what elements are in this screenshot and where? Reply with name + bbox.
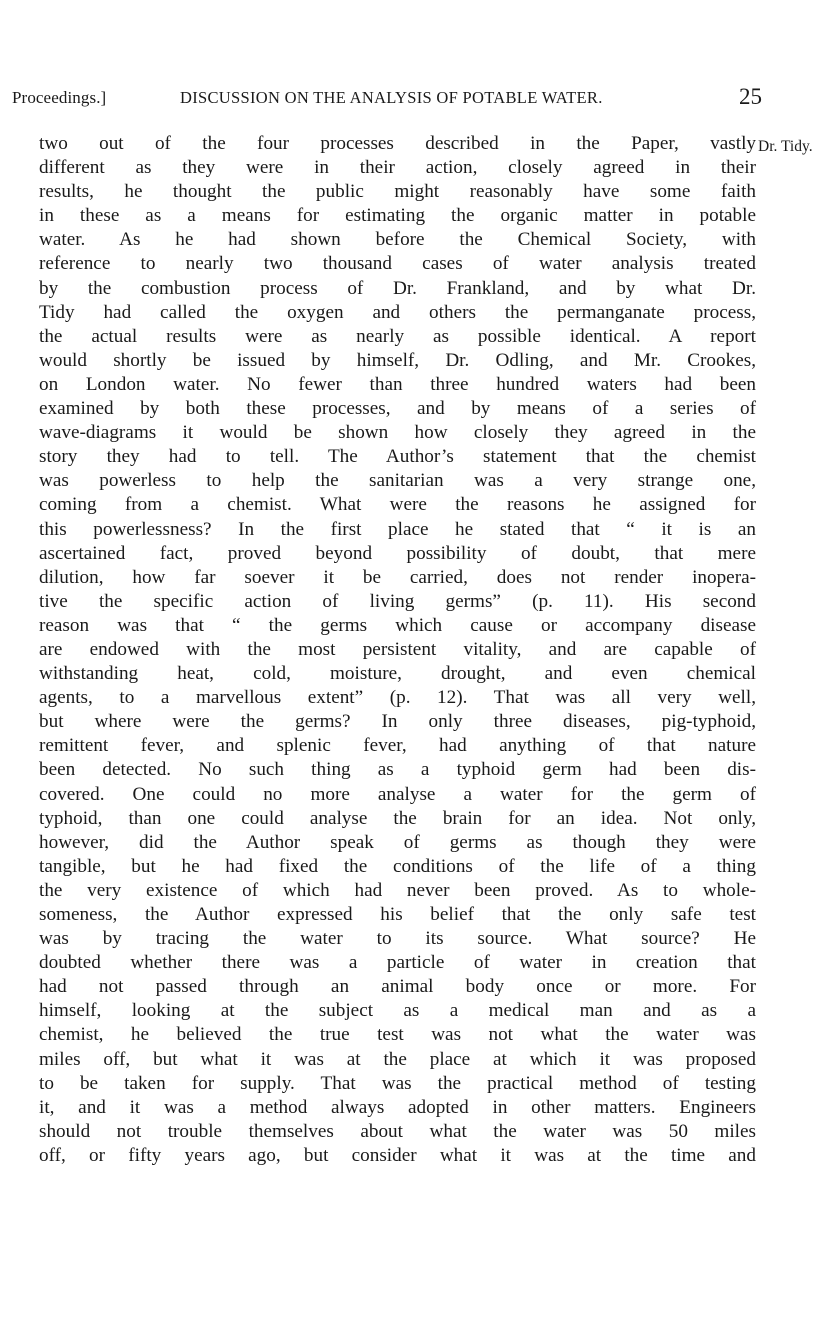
text-line: chemist, he believed the true test was not what the water was xyxy=(39,1024,756,1046)
text-line: would shortly be issued by himself, Dr. Odling, and Mr. Crookes, xyxy=(39,349,756,371)
text-line: reason was that “ the germs which cause or accompany disease xyxy=(39,614,756,636)
text-line: someness, the Author expressed his belief that the only safe test xyxy=(39,904,756,925)
text-line: in these as a means for estimating the organic matter in potable xyxy=(39,205,756,227)
text-line: two out of the four processes described in the Paper, vastly xyxy=(39,133,756,154)
text-line: doubted whether there was a particle of water in creation that xyxy=(39,952,756,974)
text-line: it, and it was a method always adopted in other matters. Engineers xyxy=(39,1096,756,1118)
running-head-title: DISCUSSION ON THE ANALYSIS OF POTABLE WATER. xyxy=(180,88,603,107)
text-line: should not trouble themselves about what the water was 50 miles xyxy=(39,1120,756,1142)
text-line: on London water. No fewer than three hundred waters had been xyxy=(39,373,756,395)
text-line: the very existence of which had never been proved. As to whole- xyxy=(39,879,756,901)
text-line: water. As he had shown before the Chemical Society, with xyxy=(39,229,756,251)
text-line: himself, looking at the subject as a medical man and as a xyxy=(39,1000,756,1022)
text-line: withstanding heat, cold, moisture, drought, and even chemical xyxy=(39,663,756,685)
speaker-margin-note: Dr. Tidy. xyxy=(758,138,813,155)
text-line: was powerless to help the sanitarian was a very strange one, xyxy=(39,470,756,492)
text-line: was by tracing the water to its source. What source? He xyxy=(39,928,756,950)
text-line: dilution, how far soever it be carried, does not render inopera- xyxy=(39,566,756,588)
text-line: reference to nearly two thousand cases of water analysis treated xyxy=(39,253,756,275)
text-line: different as they were in their action, closely agreed in their xyxy=(39,157,756,179)
text-line: covered. One could no more analyse a water for the germ of xyxy=(39,783,756,805)
text-line: remittent fever, and splenic fever, had anything of that nature xyxy=(39,735,756,757)
text-line: agents, to a marvellous extent” (p. 12). That was all very well, xyxy=(39,687,756,709)
text-line: examined by both these processes, and by means of a series of xyxy=(39,398,756,420)
text-line: tangible, but he had fixed the conditions of the life of a thing xyxy=(39,855,756,877)
text-line: this powerlessness? In the first place he stated that “ it is an xyxy=(39,518,756,540)
text-line: by the combustion process of Dr. Frankland, and by what Dr. xyxy=(39,277,756,299)
text-line: typhoid, than one could analyse the brain for an idea. Not only, xyxy=(39,807,756,829)
text-line: are endowed with the most persistent vitality, and are capable of xyxy=(39,638,756,660)
text-line: to be taken for supply. That was the practical method of testing xyxy=(39,1072,756,1094)
text-line: miles off, but what it was at the place at which it was proposed xyxy=(39,1048,756,1070)
text-line: coming from a chemist. What were the reasons he assigned for xyxy=(39,494,756,516)
text-line: but where were the germs? In only three diseases, pig-typhoid, xyxy=(39,711,756,733)
body-text xyxy=(39,132,756,1168)
text-line: ascertained fact, proved beyond possibility of doubt, that mere xyxy=(39,542,756,564)
text-line: tive the specific action of living germs” (p. 11). His second xyxy=(39,590,756,612)
text-line: however, did the Author speak of germs as though they were xyxy=(39,831,756,853)
text-line: had not passed through an animal body once or more. For xyxy=(39,976,756,998)
text-line: wave-diagrams it would be shown how closely they agreed in the xyxy=(39,422,756,444)
page-number: 25 xyxy=(739,84,762,109)
text-line: story they had to tell. The Author’s statement that the chemist xyxy=(39,446,756,468)
text-line: the actual results were as nearly as possible identical. A report xyxy=(39,325,756,347)
text-line: Tidy had called the oxygen and others the permanganate process, xyxy=(39,301,756,323)
running-head xyxy=(12,86,762,112)
running-head-section: Proceedings.] xyxy=(12,88,107,107)
text-line: off, or fifty years ago, but consider what it was at the time and xyxy=(39,1144,756,1166)
text-line: results, he thought the public might reasonably have some faith xyxy=(39,181,756,203)
text-line: been detected. No such thing as a typhoid germ had been dis- xyxy=(39,759,756,781)
